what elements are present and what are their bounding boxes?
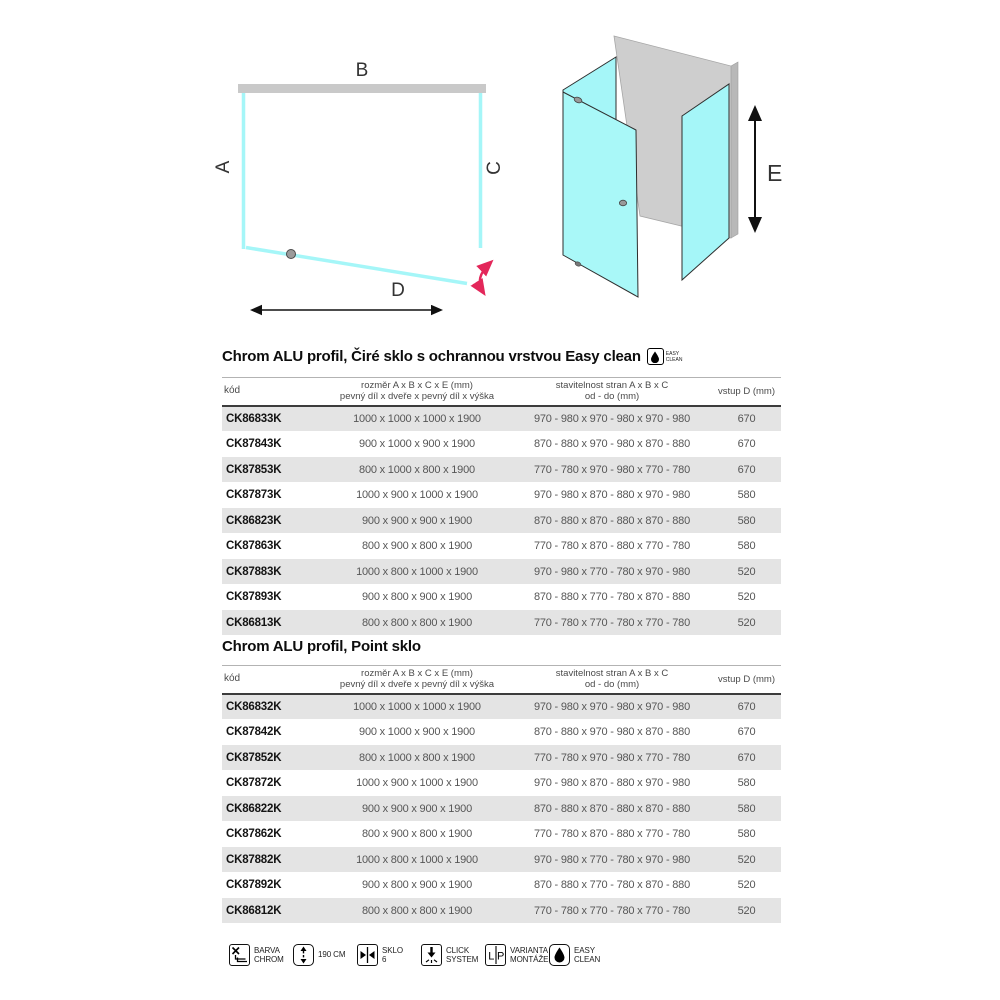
header-size-line1: rozměr A x B x C x E (mm) xyxy=(361,668,473,679)
cell-size: 1000 x 800 x 1000 x 1900 xyxy=(356,565,478,578)
easy-clean-badge xyxy=(647,348,683,365)
easy-clean-icon xyxy=(549,944,570,966)
table-row xyxy=(222,745,781,771)
cell-code: CK87852K xyxy=(226,751,282,764)
table-row xyxy=(222,431,781,457)
cell-size: 1000 x 900 x 1000 x 1900 xyxy=(356,777,478,790)
header-size-line2: pevný díl x dveře x pevný díl x výška xyxy=(339,391,495,403)
door-hinge-dot xyxy=(287,250,296,259)
cell-code: CK87853K xyxy=(226,463,282,476)
cell-code: CK87892K xyxy=(226,879,282,892)
water-drop-icon xyxy=(650,351,660,363)
header-adjust xyxy=(512,378,712,406)
table-header-row xyxy=(222,666,781,694)
feature-varianta-montaze xyxy=(485,944,549,966)
cell-code: CK86823K xyxy=(226,514,282,527)
cell-code: CK87872K xyxy=(226,777,282,790)
click-system-icon xyxy=(421,944,442,966)
door-swing-arrow xyxy=(480,263,490,292)
left-right-icon xyxy=(485,944,506,966)
cell-entry: 580 xyxy=(737,802,756,815)
cell-code: CK87873K xyxy=(226,489,282,502)
letter-l: L xyxy=(487,950,494,963)
table-row xyxy=(222,508,781,534)
cell-adjust: 870 - 880 x 770 - 780 x 870 - 880 xyxy=(533,591,691,604)
cell-size: 900 x 800 x 900 x 1900 xyxy=(362,591,472,604)
cell-code: CK87842K xyxy=(226,726,282,739)
feature-label-line1: 190 CM xyxy=(318,950,346,960)
cell-adjust: 770 - 780 x 970 - 980 x 770 - 780 xyxy=(533,463,691,476)
feature-label xyxy=(318,950,345,959)
cell-entry: 580 xyxy=(737,540,756,553)
table-row xyxy=(222,796,781,822)
cell-entry: 520 xyxy=(737,565,756,578)
feature-label-line2: 6 xyxy=(382,955,387,964)
cell-size: 800 x 900 x 800 x 1900 xyxy=(362,828,472,841)
table-row xyxy=(222,610,781,636)
cell-adjust: 870 - 880 x 870 - 880 x 870 - 880 xyxy=(533,514,691,527)
label-e: E xyxy=(767,160,783,186)
cell-entry: 670 xyxy=(737,413,756,426)
header-entry: vstup D (mm) xyxy=(718,385,775,397)
cell-adjust: 870 - 880 x 870 - 880 x 870 - 880 xyxy=(533,802,691,815)
feature-barva-chrom xyxy=(229,944,290,966)
table-row xyxy=(222,457,781,483)
feature-label-line2: SYSTEM xyxy=(446,955,479,964)
table-row xyxy=(222,584,781,610)
cell-adjust: 770 - 780 x 870 - 880 x 770 - 780 xyxy=(533,540,691,553)
cell-entry: 520 xyxy=(737,853,756,866)
feature-click-system xyxy=(421,944,482,966)
feature-label-line2: CLEAN xyxy=(574,955,601,964)
table-row xyxy=(222,898,781,924)
table-row xyxy=(222,821,781,847)
cell-size: 900 x 900 x 900 x 1900 xyxy=(362,802,472,815)
cell-entry: 670 xyxy=(737,751,756,764)
cell-adjust: 770 - 780 x 970 - 980 x 770 - 780 xyxy=(533,751,691,764)
cell-code: CK86813K xyxy=(226,616,282,629)
cell-adjust: 970 - 980 x 870 - 880 x 970 - 980 xyxy=(533,777,691,790)
cell-adjust: 870 - 880 x 770 - 780 x 870 - 880 xyxy=(533,879,691,892)
back-panel-edge xyxy=(731,62,738,238)
cell-adjust: 770 - 780 x 770 - 780 x 770 - 780 xyxy=(533,616,691,629)
feature-label-line2: MONTÁŽE xyxy=(510,955,549,964)
cell-size: 800 x 1000 x 800 x 1900 xyxy=(359,463,475,476)
feature-label xyxy=(382,946,403,964)
header-code: kód xyxy=(224,385,241,397)
cell-adjust: 970 - 980 x 770 - 780 x 970 - 980 xyxy=(533,565,691,578)
table-point-sklo xyxy=(222,665,781,923)
feature-label xyxy=(574,946,600,964)
section-title-easy-clean: Chrom ALU profil, Čiré sklo s ochrannou vrstvou Easy clean xyxy=(222,348,641,365)
easy-clean-badge-text xyxy=(666,351,683,363)
cell-size: 900 x 900 x 900 x 1900 xyxy=(362,514,472,527)
chrome-profile-icon xyxy=(229,944,250,966)
cell-code: CK87882K xyxy=(226,853,282,866)
header-adjust xyxy=(512,666,712,694)
door-handle-dot xyxy=(619,200,626,206)
cell-size: 1000 x 900 x 1000 x 1900 xyxy=(356,489,478,502)
cell-size: 800 x 800 x 800 x 1900 xyxy=(362,904,472,917)
cell-entry: 580 xyxy=(737,828,756,841)
perspective-diagram xyxy=(563,36,782,297)
feature-label-line1: VARIANTA xyxy=(510,945,549,955)
cell-code: CK87843K xyxy=(226,438,282,451)
header-adjust-line2: od - do (mm) xyxy=(584,391,640,403)
label-d: D xyxy=(391,280,405,301)
table-row xyxy=(222,559,781,585)
cell-entry: 520 xyxy=(737,904,756,917)
section-title-point-sklo: Chrom ALU profil, Point sklo xyxy=(222,638,421,655)
letter-p: P xyxy=(496,950,504,963)
label-b: B xyxy=(355,60,369,81)
feature-label-line1: SKLO xyxy=(382,945,403,955)
water-drop-icon xyxy=(553,947,566,963)
cell-size: 900 x 800 x 900 x 1900 xyxy=(362,879,472,892)
feature-label xyxy=(254,946,284,964)
badge-line1: EASY xyxy=(665,350,680,357)
diagrams-canvas xyxy=(0,0,1000,340)
feature-label-line1: CLICK xyxy=(446,945,470,955)
cell-code: CK87862K xyxy=(226,828,282,841)
header-entry: vstup D (mm) xyxy=(718,673,775,685)
table-row xyxy=(222,694,781,720)
easy-clean-badge-icon xyxy=(647,348,664,365)
glass-thickness-icon xyxy=(357,944,378,966)
feature-label-line1: EASY xyxy=(574,945,595,955)
cell-entry: 520 xyxy=(737,591,756,604)
cell-adjust: 870 - 880 x 970 - 980 x 870 - 880 xyxy=(533,438,691,451)
feature-height xyxy=(293,944,354,966)
cell-adjust: 970 - 980 x 970 - 980 x 970 - 980 xyxy=(533,413,691,426)
cell-code: CK86812K xyxy=(226,904,282,917)
cell-code: CK86833K xyxy=(226,413,282,426)
header-size xyxy=(322,666,512,694)
cell-entry: 520 xyxy=(737,616,756,629)
cell-code: CK87893K xyxy=(226,591,282,604)
table-row xyxy=(222,406,781,432)
top-view-diagram xyxy=(213,60,505,310)
cell-code: CK87883K xyxy=(226,565,282,578)
table-row xyxy=(222,719,781,745)
cell-code: CK86822K xyxy=(226,802,282,815)
feature-easy-clean xyxy=(549,944,610,966)
feature-label-line1: BARVA xyxy=(254,945,280,955)
cell-size: 1000 x 1000 x 1000 x 1900 xyxy=(353,413,481,426)
cell-entry: 580 xyxy=(737,514,756,527)
cell-code: CK86832K xyxy=(226,701,282,714)
wall-bar xyxy=(238,84,486,93)
cell-entry: 670 xyxy=(737,438,756,451)
cell-entry: 670 xyxy=(737,726,756,739)
cell-entry: 520 xyxy=(737,879,756,892)
header-size-line1: rozměr A x B x C x E (mm) xyxy=(361,380,473,391)
fixed-glass-right xyxy=(682,84,729,280)
cell-size: 800 x 800 x 800 x 1900 xyxy=(362,616,472,629)
feature-sklo xyxy=(357,944,418,966)
table-row xyxy=(222,482,781,508)
cell-entry: 670 xyxy=(737,701,756,714)
cell-adjust: 970 - 980 x 770 - 780 x 970 - 980 xyxy=(533,853,691,866)
header-adjust-line2: od - do (mm) xyxy=(584,679,640,691)
table-row xyxy=(222,770,781,796)
height-icon xyxy=(293,944,314,966)
table-easy-clean xyxy=(222,377,781,635)
table-row xyxy=(222,847,781,873)
cell-adjust: 770 - 780 x 770 - 780 x 770 - 780 xyxy=(533,904,691,917)
cell-adjust: 970 - 980 x 870 - 880 x 970 - 980 xyxy=(533,489,691,502)
table-row xyxy=(222,533,781,559)
feature-label-line2: CHROM xyxy=(254,955,284,964)
cell-entry: 580 xyxy=(737,489,756,502)
door-line xyxy=(246,248,467,284)
header-code: kód xyxy=(224,673,241,685)
cell-size: 1000 x 800 x 1000 x 1900 xyxy=(356,853,478,866)
header-adjust-line1: stavitelnost stran A x B x C xyxy=(555,668,669,679)
header-adjust-line1: stavitelnost stran A x B x C xyxy=(555,380,669,391)
cell-adjust: 970 - 980 x 970 - 980 x 970 - 980 xyxy=(533,701,691,714)
cell-size: 900 x 1000 x 900 x 1900 xyxy=(359,438,475,451)
label-a: A xyxy=(213,160,234,174)
badge-line2: CLEAN xyxy=(665,356,683,363)
cell-size: 1000 x 1000 x 1000 x 1900 xyxy=(353,701,481,714)
table-row xyxy=(222,872,781,898)
cell-entry: 670 xyxy=(737,463,756,476)
cell-code: CK87863K xyxy=(226,540,282,553)
cell-size: 800 x 1000 x 800 x 1900 xyxy=(359,751,475,764)
cell-adjust: 770 - 780 x 870 - 880 x 770 - 780 xyxy=(533,828,691,841)
header-size-line2: pevný díl x dveře x pevný díl x výška xyxy=(339,679,495,691)
header-size xyxy=(322,378,512,406)
label-c: C xyxy=(484,161,505,175)
cell-entry: 580 xyxy=(737,777,756,790)
cell-adjust: 870 - 880 x 970 - 980 x 870 - 880 xyxy=(533,726,691,739)
feature-label xyxy=(446,946,478,964)
feature-label xyxy=(510,946,548,964)
feature-icon-strip xyxy=(229,944,610,966)
cell-size: 900 x 1000 x 900 x 1900 xyxy=(359,726,475,739)
table-header-row xyxy=(222,378,781,406)
cell-size: 800 x 900 x 800 x 1900 xyxy=(362,540,472,553)
